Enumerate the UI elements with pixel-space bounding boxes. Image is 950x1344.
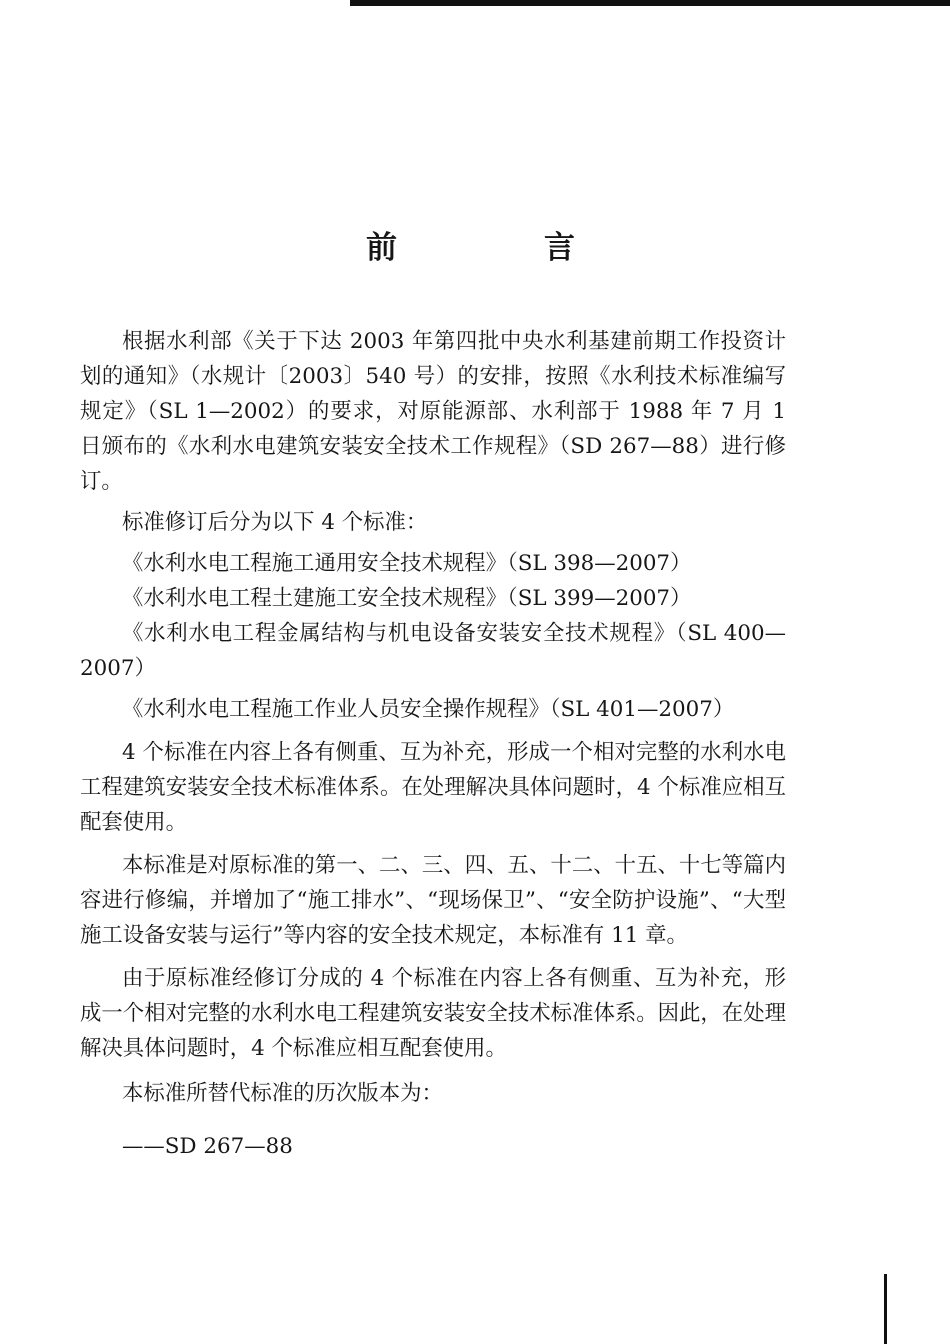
paragraph-replaced-versions: 本标准所替代标准的历次版本为： (122, 1081, 443, 1106)
paragraph-complementary: 4 个标准在内容上各有侧重、互为补充，形成一个相对完整的水利水电工程建筑安装安全技术标准体系。在处理解决具体问题时，4 个标准应相互配套使用。 (80, 740, 786, 835)
standard-item-sl398: 《水利水电工程施工通用安全技术规程》（SL 398—2007） (122, 551, 692, 576)
paragraph-usage: 由于原标准经修订分成的 4 个标准在内容上各有侧重、互为补充，形成一个相对完整的水利水电工程建筑安装安全技术标准体系。因此，在处理解决具体问题时，4 个标准应相互配套使用。 (80, 966, 786, 1061)
paragraph-standard-split: 标准修订后分为以下 4 个标准： (122, 510, 428, 535)
right-edge-rule (884, 1274, 887, 1344)
standard-item-sl400: 《水利水电工程金属结构与机电设备安装安全技术规程》（SL 400—2007） (80, 621, 786, 681)
preface-body (80, 324, 786, 1164)
replaced-version-item: ——SD 267—88 (122, 1134, 293, 1159)
page-title: 前 言 (366, 230, 633, 266)
top-edge-rule (350, 0, 950, 6)
paragraph-scope: 本标准是对原标准的第一、二、三、四、五、十二、十五、十七等篇内容进行修编，并增加了“施工排水”、“现场保卫”、“安全防护设施”、“大型施工设备安装与运行”等内容的安全技术规定，本标准有 11 章。 (80, 853, 786, 948)
standard-item-sl399: 《水利水电工程土建施工安全技术规程》（SL 399—2007） (122, 586, 692, 611)
standard-item-sl401: 《水利水电工程施工作业人员安全操作规程》（SL 401—2007） (122, 697, 735, 722)
paragraph-revision-basis: 根据水利部《关于下达 2003 年第四批中央水利基建前期工作投资计划的通知》（水规计〔2003〕540 号）的安排，按照《水利技术标准编写规定》（SL 1—2002）的要求，对原能源部、水利部于 1988 年 7 月 1 日颁布的《水利水电建筑安装安全技术工作规程》（SD 267—88）进行修订。 (80, 329, 786, 494)
